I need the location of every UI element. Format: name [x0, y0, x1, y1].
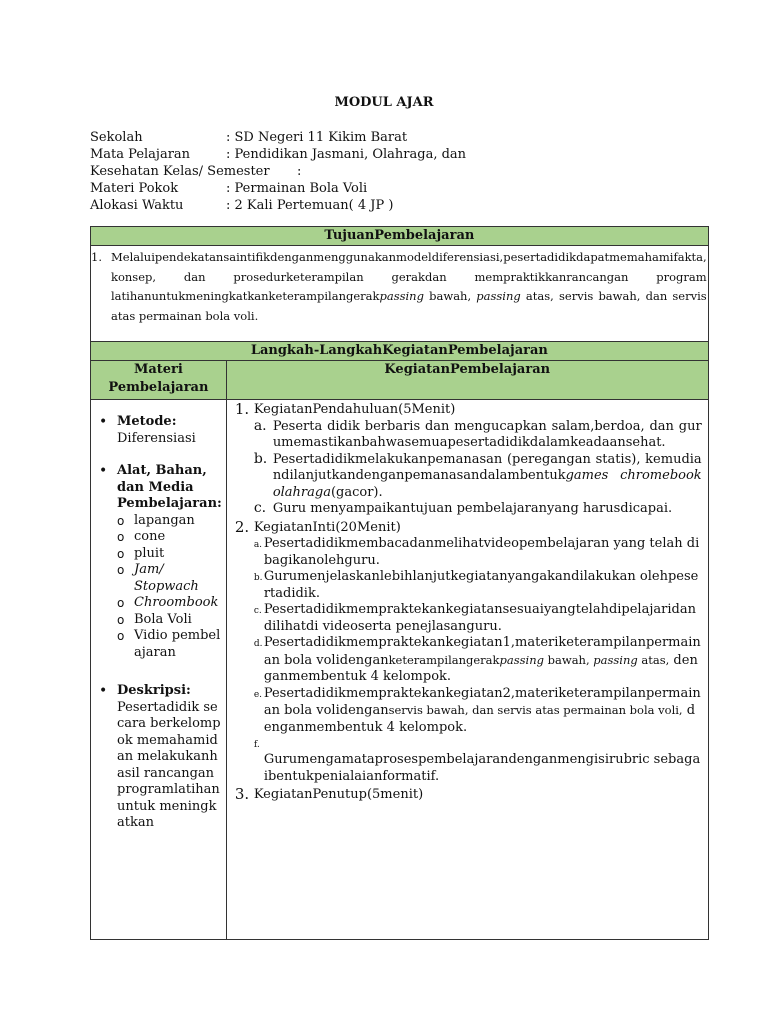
- alat-item-text: cone: [134, 529, 166, 544]
- info-row-kelas: [90, 163, 650, 180]
- substep-small-text: atas,: [637, 652, 670, 667]
- identity-block: [90, 129, 650, 214]
- tujuan-italic-2: passing: [476, 289, 521, 303]
- step-pendahuluan: [235, 402, 702, 518]
- col-header-kegiatan: KegiatanPembelajaran: [226, 361, 708, 400]
- substep-text-part: (gacor).: [330, 484, 383, 500]
- substep-small-text: keterampilangerak: [388, 652, 500, 667]
- substep-text-part: Pesertadidikmempraktekankegiatan1,materiketerampilanpermainan bola volidengan: [263, 635, 701, 668]
- substep-label: c.: [253, 606, 262, 616]
- alat-item-text: pluit: [134, 545, 165, 561]
- step-number: 2.: [234, 517, 250, 536]
- substep-label: a.: [253, 417, 267, 434]
- info-row-materi: [90, 180, 650, 197]
- substep-text-part: Pesertadidikmempraktekankegiatan2,materiketerampilanpermainan bola volidengan: [263, 685, 701, 718]
- info-row-sekolah: [90, 129, 650, 146]
- substep-label: a.: [253, 540, 263, 550]
- bullet-dot: •: [99, 683, 108, 699]
- step-number: 1.: [234, 400, 250, 418]
- list-item: o lapangan: [117, 512, 195, 528]
- step-penutup: [235, 787, 702, 804]
- list-item: o cone: [117, 529, 166, 544]
- materi-value: : Permainan Bola Voli: [226, 181, 368, 196]
- materi-label: Materi Pokok: [90, 181, 179, 196]
- alat-item-text: Jam/ Stopwach: [134, 562, 199, 594]
- tujuan-cell: [91, 246, 709, 342]
- substep-label: b.: [253, 573, 263, 583]
- substep-2a: [254, 536, 702, 569]
- alokasi-label: Alokasi Waktu: [90, 198, 184, 213]
- bullet-deskripsi: [97, 683, 222, 832]
- substep-italic: passing: [593, 652, 638, 667]
- substep-2e: [254, 686, 702, 737]
- substep-text: [264, 635, 702, 686]
- tujuan-text-part3: atas, servis bawah, dan servis atas permainan bola voli.: [111, 289, 707, 323]
- substep-2b: [254, 569, 702, 602]
- substep-text-part: denganmembentuk 4 kelompok.: [263, 652, 698, 684]
- alat-item-text: Vidio pembelajaran: [134, 628, 221, 660]
- substep-label: b.: [253, 450, 268, 467]
- info-row-alokasi: [90, 197, 650, 214]
- substep-1a: [254, 419, 702, 452]
- alat-item-text: Bola Voli: [134, 611, 192, 627]
- alat-item-text: lapangan: [134, 512, 195, 528]
- substep-italic: passing: [499, 652, 544, 667]
- step-number: 3.: [234, 785, 250, 803]
- substep-label: f.: [253, 740, 260, 750]
- substep-text: Peserta didik berbaris dan mengucapkan salam,berdoa, dan gurumemastikanbahwasemuapesertadidikdalamkeadaansehat.: [272, 418, 702, 450]
- info-row-mapel: [90, 146, 650, 163]
- kelas-value: :: [297, 164, 302, 179]
- kelas-label: Kesehatan Kelas/ Semester: [90, 164, 270, 179]
- substep-text: Pesertadidikmempraktekankegiatansesuaiyangtelahdipelajaridan dilihatdi videoserta penejlasanguru.: [263, 602, 696, 634]
- materi-cell: [91, 400, 227, 940]
- tujuan-text: [91, 248, 708, 326]
- substep-text: Gurumenjelaskanlebihlanjutkegiatanyangakandilakukan olehpesertadidik.: [263, 569, 699, 601]
- kegiatan-cell: [226, 400, 708, 940]
- alat-list: [117, 513, 222, 662]
- lesson-table: [90, 226, 709, 940]
- sekolah-value: : SD Negeri 11 Kikim Barat: [226, 130, 408, 145]
- tujuan-text-part2: bawah,: [423, 289, 477, 303]
- alokasi-value: : 2 Kali Pertemuan( 4 JP ): [226, 198, 394, 213]
- step-title: KegiatanPendahuluan(5Menit): [253, 402, 456, 417]
- mapel-label: Mata Pelajaran: [90, 147, 191, 162]
- sekolah-label: Sekolah: [90, 130, 143, 145]
- substep-label: e.: [253, 689, 262, 700]
- substep-small-text: bawah,: [543, 652, 594, 667]
- substep-text: Gurumengamataprosespembelajarandenganmengisirubric sebagaibentukpenialaianformatif.: [263, 752, 701, 784]
- tujuan-number: 1.: [91, 250, 102, 264]
- substep-2d: [254, 635, 702, 686]
- substep-1c: [254, 501, 702, 518]
- list-item: o Bola Voli: [117, 611, 192, 627]
- mapel-value: : Pendidikan Jasmani, Olahraga, dan: [226, 147, 467, 162]
- deskripsi-text: Pesertadidik secara berkelompok memahamidan melakukanhasil rancangan programlatihan untuk meningkatkan: [117, 699, 221, 830]
- substep-text: [264, 686, 702, 737]
- langkah-header: Langkah-LangkahKegiatanPembelajaran: [91, 342, 709, 361]
- substep-italic: games chromebookolahraga: [272, 468, 702, 500]
- substep-text: Pesertadidikmembacadanmelihatvideopembelajaran yang telah dibagikanolehguru.: [263, 536, 700, 568]
- bullet-metode: [97, 414, 222, 447]
- substep-text: [273, 452, 702, 502]
- substep-2c: [254, 602, 702, 635]
- metode-title: Metode:: [117, 414, 177, 429]
- metode-value: Diferensiasi: [117, 430, 196, 446]
- bullet-alat: [97, 463, 222, 661]
- page-title: MODUL AJAR: [334, 95, 434, 110]
- deskripsi-title: Deskripsi:: [117, 683, 191, 698]
- alat-title: Alat, Bahan, dan Media Pembelajaran:: [117, 463, 222, 511]
- substep-label: d.: [253, 639, 263, 649]
- substep-text: Guru menyampaikantujuan pembelajaranyang harusdicapai.: [272, 501, 673, 516]
- alat-item-text: Chroombook: [134, 595, 219, 610]
- tujuan-text-part1: Melaluipendekatansaintifikdenganmenggunakanmodeldiferensiasi,pesertadidikdapatmemahamifakta, konsep, dan prosedurketerampilan gerakdan mempraktikkanrancangan program latihanuntukmeningkatkanketerampilangerak: [111, 250, 707, 303]
- list-item: o Jam/ Stopwach: [117, 562, 199, 594]
- substep-text-part: denganmembentuk 4 kelompok.: [263, 703, 696, 735]
- tujuan-header: TujuanPembelajaran: [91, 227, 709, 246]
- substep-small-text: servis bawah, dan servis atas permainan bola voli,: [388, 703, 683, 717]
- list-item: o Vidio pembelajaran: [117, 628, 221, 660]
- list-item: o pluit: [117, 545, 165, 561]
- substep-text-part: Pesertadidikmelakukanpemanasan (peregangan statis), kemudiandilanjutkandenganpemanasandalambentuk: [272, 451, 702, 483]
- col-header-materi: Materi Pembelajaran: [91, 361, 227, 400]
- step-title: KegiatanPenutup(5menit): [253, 787, 424, 802]
- list-item: o Chroombook: [117, 595, 219, 610]
- step-inti: [234, 517, 702, 786]
- substep-label: c.: [253, 500, 267, 516]
- substep-1b: [254, 452, 702, 502]
- step-title: KegiatanInti(20Menit): [253, 519, 401, 535]
- bullet-dot: •: [99, 463, 108, 479]
- substep-2f: [254, 736, 702, 785]
- bullet-dot: •: [99, 414, 108, 430]
- tujuan-italic-1: passing: [379, 289, 424, 303]
